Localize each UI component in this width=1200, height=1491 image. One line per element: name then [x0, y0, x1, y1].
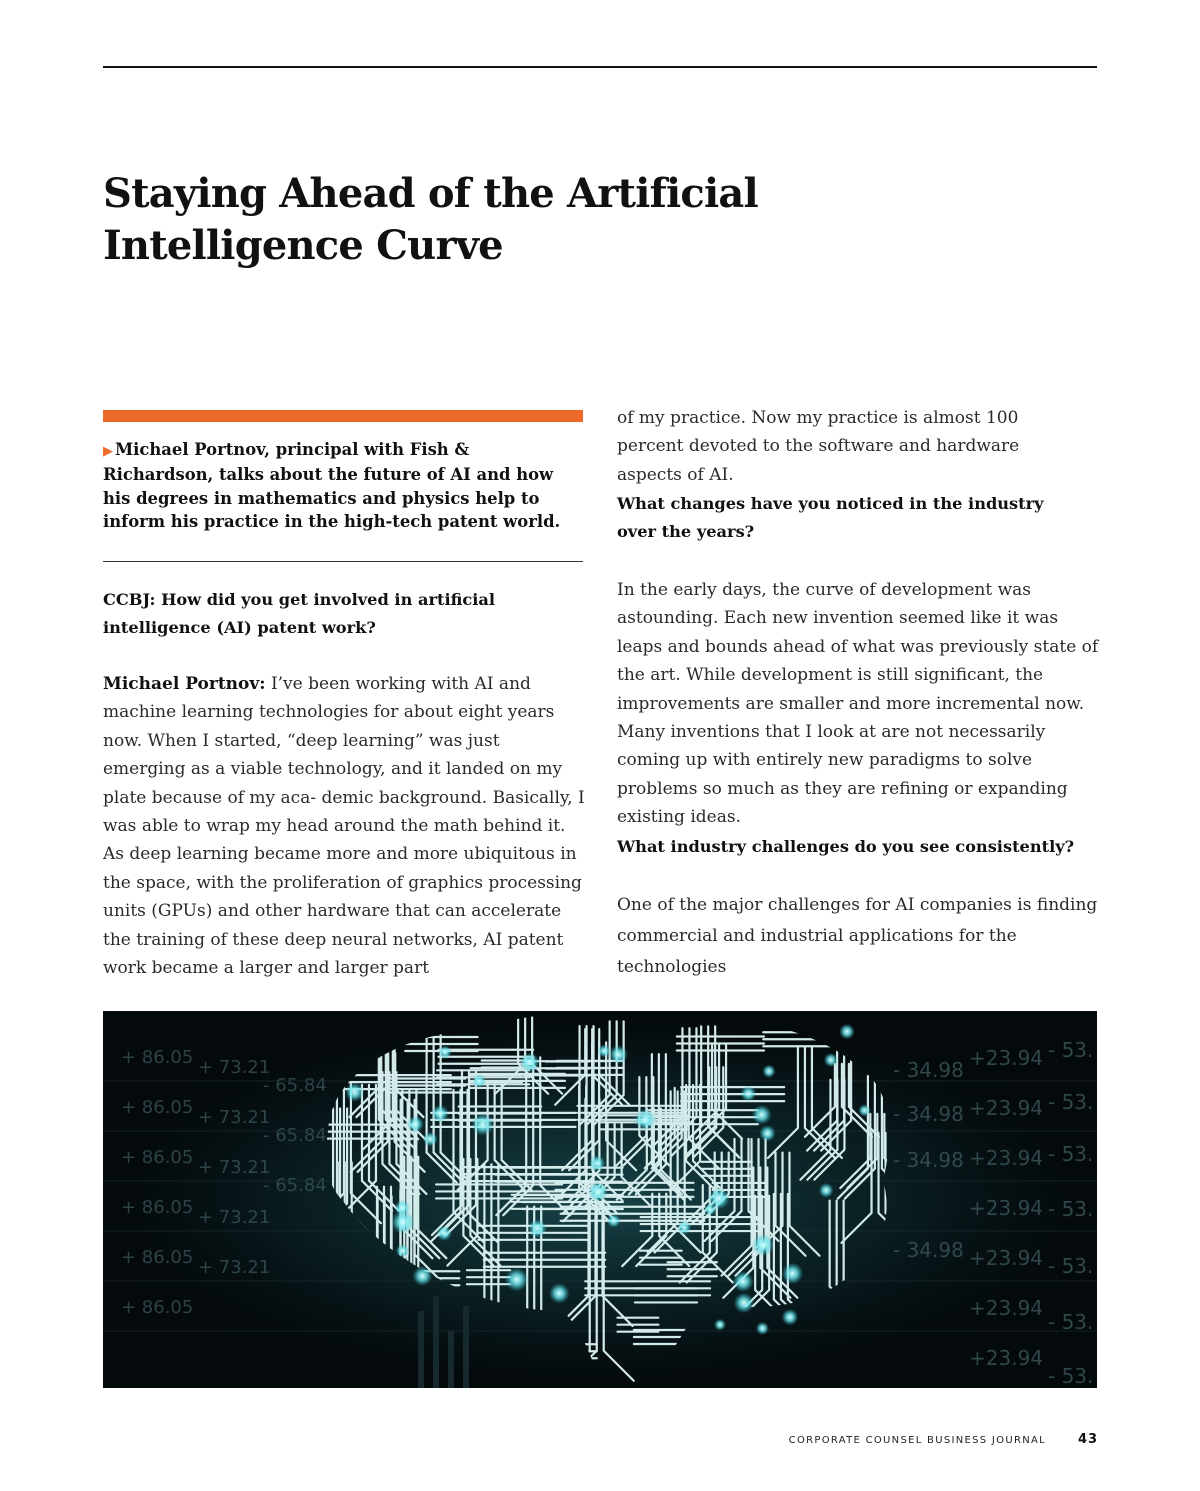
ticker-left-5: + 86.05	[121, 1247, 194, 1268]
page-number: 43	[1078, 1432, 1099, 1447]
footer-journal-name: CORPORATE COUNSEL BUSINESS JOURNAL	[788, 1435, 1046, 1446]
ticker-right-11: +23.94	[969, 1346, 1044, 1370]
ticker-right-7: +23.94	[969, 1146, 1044, 1170]
top-rule	[103, 66, 1097, 68]
ticker-left-2: + 86.05	[121, 1097, 194, 1118]
article-intro	[103, 438, 585, 534]
ticker-left-8: + 73.21	[198, 1107, 271, 1128]
ticker-left-7: + 73.21	[198, 1057, 271, 1078]
ticker-right-1: - 34.98	[893, 1058, 964, 1082]
ticker-left-4: + 86.05	[121, 1197, 194, 1218]
article-title: Staying Ahead of the Artificial Intelligence Curve	[103, 170, 758, 269]
speaker-name: Michael Portnov:	[103, 674, 266, 694]
intro-divider	[103, 561, 583, 562]
ticker-right-6: +23.94	[969, 1096, 1044, 1120]
ticker-left-12: - 65.84	[263, 1075, 327, 1096]
ticker-right-4: - 34.98	[893, 1238, 964, 1262]
triangle-bullet-icon: ▶	[103, 444, 113, 459]
ticker-right-3: - 34.98	[893, 1148, 964, 1172]
ticker-right-2: - 34.98	[893, 1102, 964, 1126]
ticker-right-17: - 53.	[1048, 1310, 1094, 1334]
question-3: What industry challenges do you see consistently?	[617, 837, 1075, 856]
ticker-left-1: + 86.05	[121, 1047, 194, 1068]
ticker-left-6: + 86.05	[121, 1297, 194, 1318]
ticker-left-11: + 73.21	[198, 1257, 271, 1278]
question-1: CCBJ: How did you get involved in artificial intelligence (AI) patent work?	[103, 590, 496, 638]
ticker-right-15: - 53.	[1048, 1197, 1094, 1221]
ticker-right-18: - 53.	[1048, 1364, 1094, 1388]
answer-1	[103, 670, 585, 982]
intro-text: Michael Portnov, principal with Fish & Richardson, talks about the future of AI and how his degrees in mathematics and physics help to inform his practice in the high-tech patent world.	[103, 440, 561, 532]
ticker-right-10: +23.94	[969, 1296, 1044, 1320]
ticker-left-3: + 86.05	[121, 1147, 194, 1168]
ticker-right-12: - 53.	[1048, 1038, 1094, 1062]
ticker-right-5: +23.94	[969, 1046, 1044, 1070]
circuit-brain-illustration	[103, 1011, 1097, 1388]
ticker-right-13: - 53.	[1048, 1090, 1094, 1114]
ticker-right-14: - 53.	[1048, 1142, 1094, 1166]
ticker-right-8: +23.94	[969, 1196, 1044, 1220]
answer-1-text: I’ve been working with AI and machine learning technologies for about eight years now. When I started, “deep learning” was just emerging as a viable technology, and it landed on my plate because of my aca- demic background. Basically, I was able to wrap my head around the math behind it. As deep learning became more and more ubiquitous in the space, with the proliferation of graphics processing units (GPUs) and other hardware that can accelerate the training of these deep neural networks, AI patent work became a larger and larger part	[103, 674, 585, 979]
answer-2: In the early days, the curve of development was astounding. Each new invention seemed like it was leaps and bounds ahead of what was previously state of the art. While development is still significant, the improvements are smaller and more incremental now. Many inventions that I look at are not necessarily coming up with entirely new paradigms to solve problems so much as they are refining or expanding existing ideas.	[617, 580, 1099, 828]
ticker-left-13: - 65.84	[263, 1125, 327, 1146]
ticker-left-9: + 73.21	[198, 1157, 271, 1178]
answer-1-continued: of my practice. Now my practice is almost 100 percent devoted to the software and hardware aspects of AI.	[617, 408, 1020, 485]
ticker-left-14: - 65.84	[263, 1175, 327, 1196]
question-2: What changes have you noticed in the industry over the years?	[617, 494, 1044, 542]
ticker-right-16: - 53.	[1048, 1254, 1094, 1278]
ticker-left-10: + 73.21	[198, 1207, 271, 1228]
answer-3: One of the major challenges for AI companies is finding commercial and industrial applications for the technologies	[617, 895, 1098, 977]
circuit-brain-image	[103, 1011, 1097, 1388]
intro-accent-bar	[103, 410, 583, 422]
ticker-right-9: +23.94	[969, 1246, 1044, 1270]
